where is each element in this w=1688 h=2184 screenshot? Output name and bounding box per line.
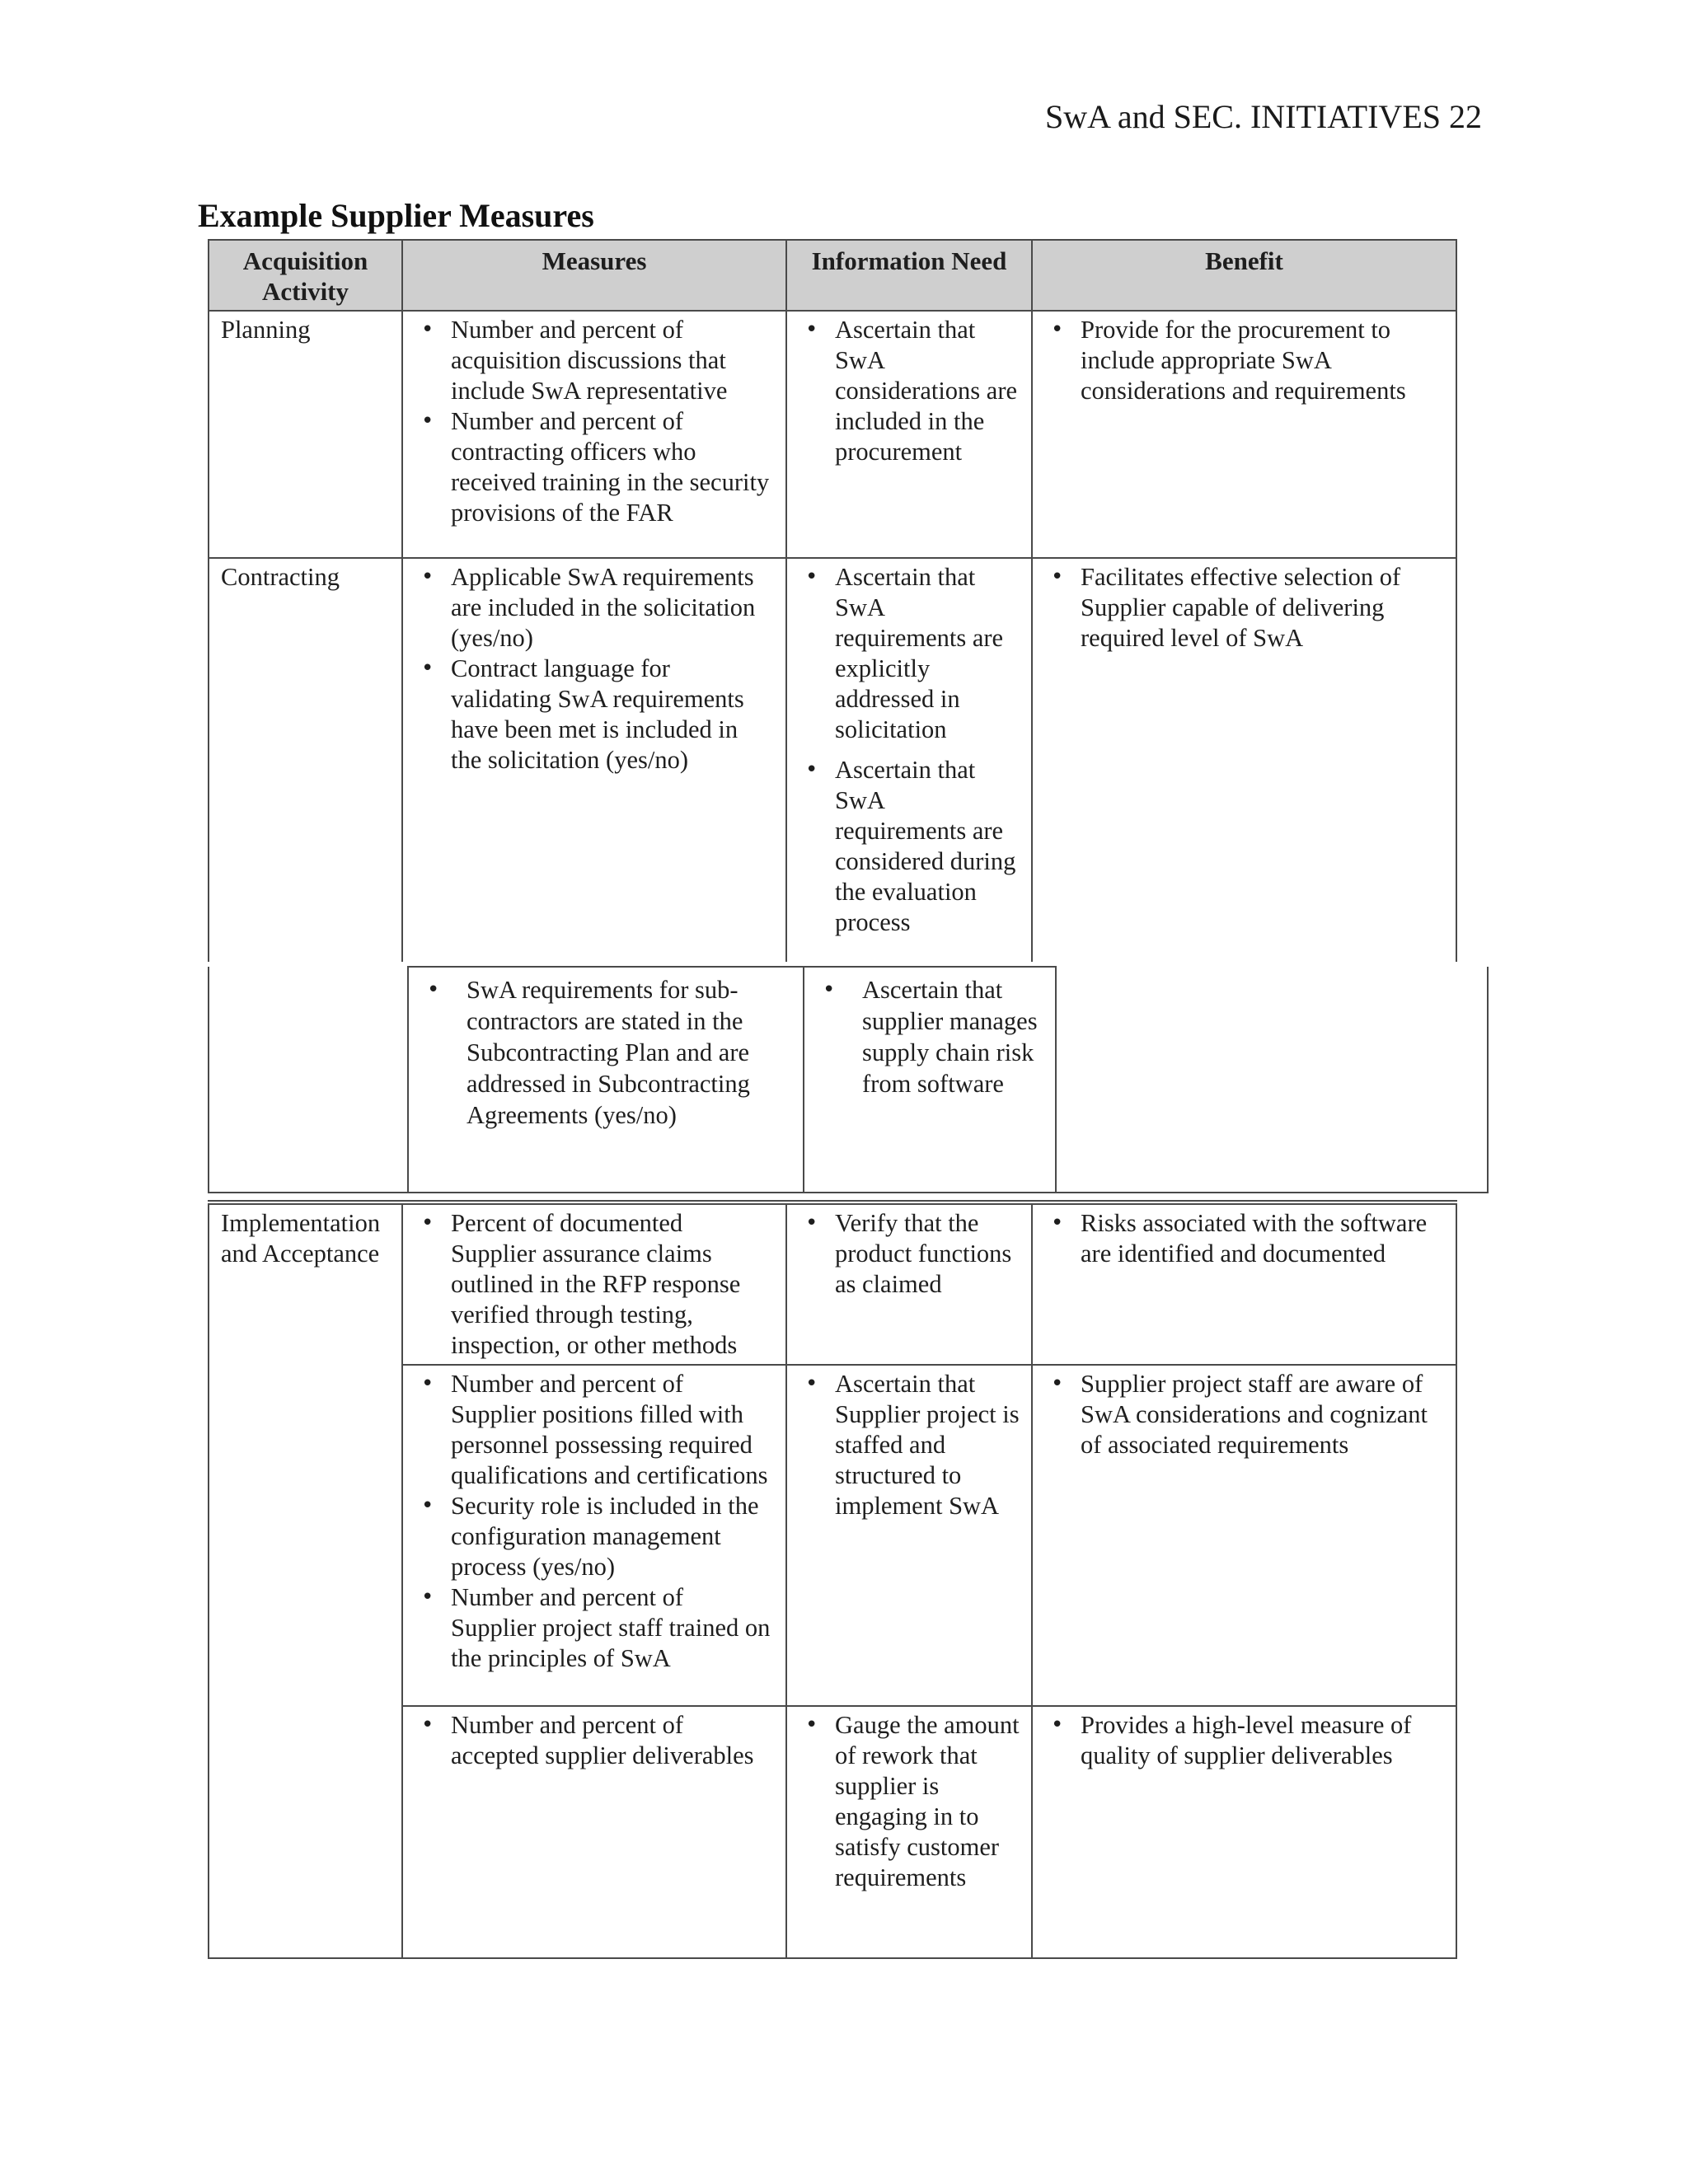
benefit-empty-cell <box>1056 967 1488 1193</box>
measures-cell <box>402 1706 786 1958</box>
info-item: • Ascertain that SwA requirements are explicitly addressed in solicitation <box>799 562 1020 745</box>
measure-item: • Number and percent of Supplier positions filled with personnel possessing required qualifications and certifications <box>415 1369 774 1491</box>
benefit-item: • Provide for the procurement to include appropriate SwA considerations and requirements <box>1044 315 1444 406</box>
information-need-cell <box>786 311 1032 558</box>
measures-cell <box>402 1365 786 1706</box>
header-information-need: Information Need <box>786 240 1032 311</box>
measures-table-part-3 <box>208 1200 1457 1959</box>
info-item: • Ascertain that supplier manages supply chain risk from software <box>816 974 1043 1099</box>
benefit-cell <box>1032 1706 1456 1958</box>
table-title: Example Supplier Measures <box>198 197 594 234</box>
measure-item: • Security role is included in the configuration management process (yes/no) <box>415 1491 774 1582</box>
info-item: • Ascertain that SwA considerations are included in the procurement <box>799 315 1020 467</box>
running-header: SwA and SEC. INITIATIVES 22 <box>1045 98 1482 135</box>
info-item: • Verify that the product functions as claimed <box>799 1208 1020 1300</box>
header-acquisition-activity: Acquisition Activity <box>209 240 402 311</box>
table-row-subcontracting <box>209 967 1488 1193</box>
table-header-row <box>209 240 1456 311</box>
information-need-cell <box>786 1706 1032 1958</box>
activity-implementation-acceptance: Implementation and Acceptance <box>209 1202 402 1958</box>
info-item: • Ascertain that Supplier project is staffed and structured to implement SwA <box>799 1369 1020 1521</box>
header-measures: Measures <box>402 240 786 311</box>
table-row-contracting <box>209 558 1456 962</box>
measures-cell <box>402 1202 786 1365</box>
measures-cell <box>402 311 786 558</box>
measures-cell <box>402 558 786 962</box>
activity-empty-cell <box>209 967 408 1193</box>
benefit-item: • Supplier project staff are aware of SwA considerations and cognizant of associated requirements <box>1044 1369 1444 1460</box>
benefit-item: • Provides a high-level measure of quality of supplier deliverables <box>1044 1710 1444 1771</box>
activity-contracting: Contracting <box>209 558 402 962</box>
benefit-cell <box>1032 1202 1456 1365</box>
header-benefit: Benefit <box>1032 240 1456 311</box>
measure-item: • Number and percent of Supplier project staff trained on the principles of SwA <box>415 1582 774 1674</box>
measure-item: • Contract language for validating SwA requirements have been met is included in the solicitation (yes/no) <box>415 654 774 776</box>
measures-table-part-2 <box>208 966 1489 1193</box>
measures-table-part-1 <box>208 239 1457 962</box>
table-row-verification <box>209 1202 1456 1365</box>
table-row-planning <box>209 311 1456 558</box>
measures-cell <box>408 967 804 1193</box>
information-need-cell <box>786 1202 1032 1365</box>
measure-item: • Applicable SwA requirements are included in the solicitation (yes/no) <box>415 562 774 654</box>
benefit-cell <box>1032 558 1456 962</box>
information-need-cell <box>786 1365 1032 1706</box>
measure-item: • SwA requirements for sub-contractors are stated in the Subcontracting Plan and are addressed in Subcontracting Agreements (yes/no) <box>420 974 791 1131</box>
measure-item: • Number and percent of acquisition discussions that include SwA representative <box>415 315 774 406</box>
benefit-cell <box>1032 1365 1456 1706</box>
info-item: • Gauge the amount of rework that supplier is engaging in to satisfy customer requirements <box>799 1710 1020 1893</box>
information-need-cell <box>786 558 1032 962</box>
activity-planning: Planning <box>209 311 402 558</box>
benefit-item: • Facilitates effective selection of Supplier capable of delivering required level of SwA <box>1044 562 1444 654</box>
measure-item: • Percent of documented Supplier assurance claims outlined in the RFP response verified through testing, inspection, or other methods <box>415 1208 774 1361</box>
measure-item: • Number and percent of contracting officers who received training in the security provisions of the FAR <box>415 406 774 528</box>
benefit-cell <box>1032 311 1456 558</box>
measure-item: • Number and percent of accepted supplier deliverables <box>415 1710 774 1771</box>
information-need-cell <box>804 967 1056 1193</box>
info-item: • Ascertain that SwA requirements are considered during the evaluation process <box>799 755 1020 938</box>
benefit-item: • Risks associated with the software are identified and documented <box>1044 1208 1444 1269</box>
